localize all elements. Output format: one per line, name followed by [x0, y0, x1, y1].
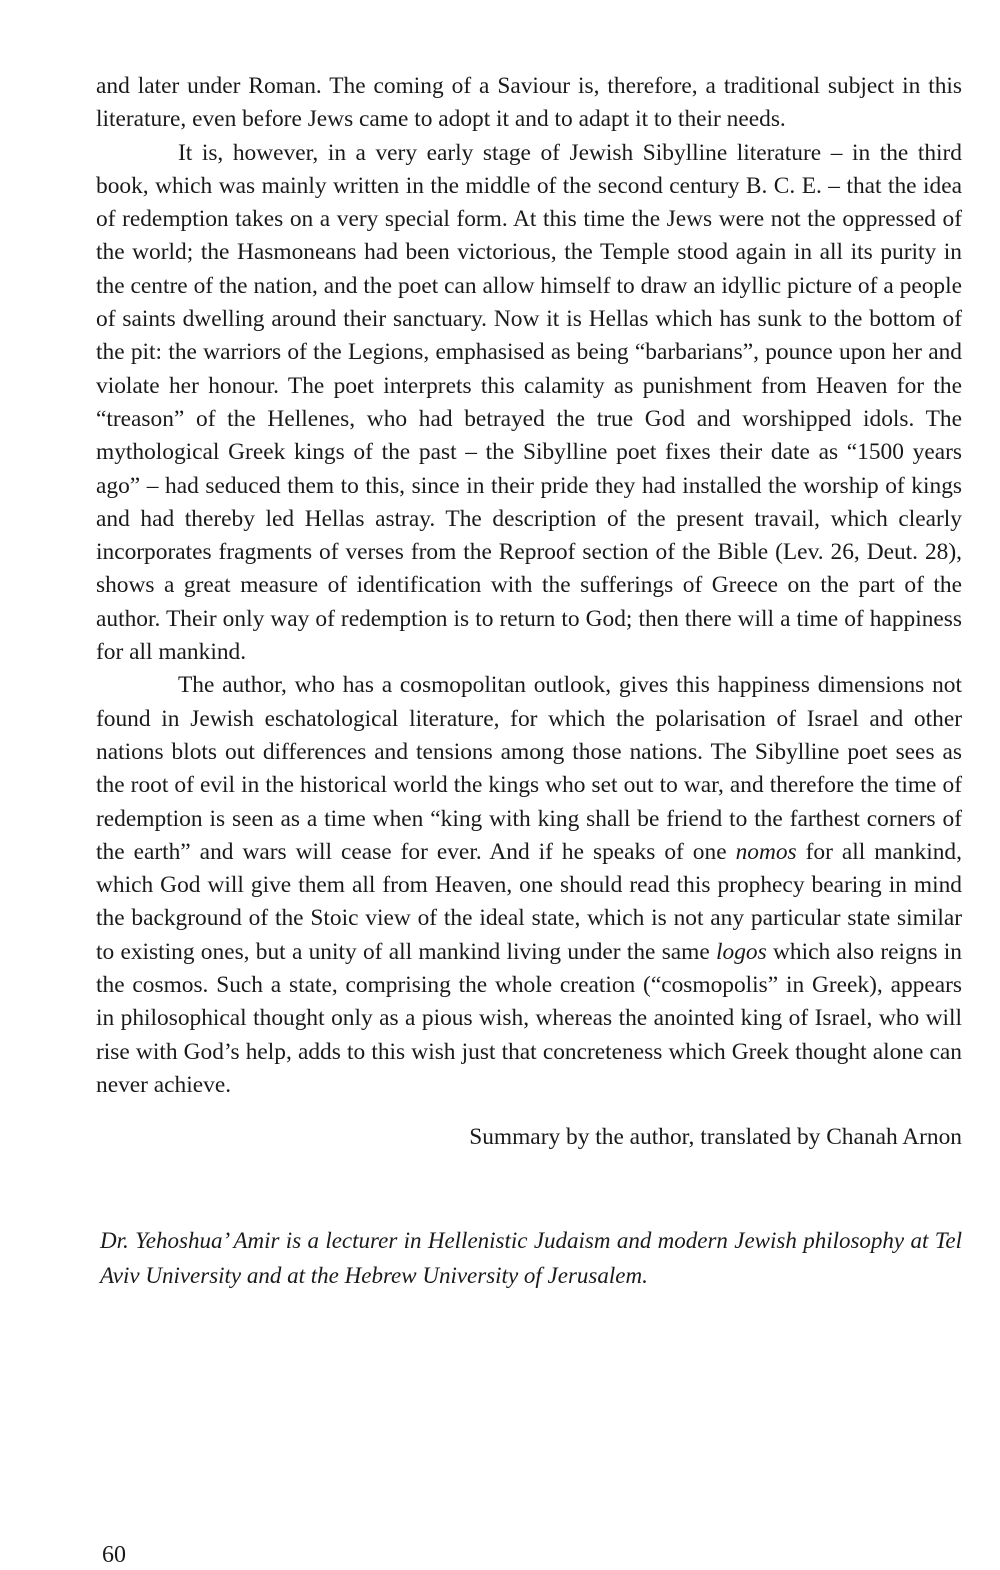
paragraph-2: It is, however, in a very early stage of Jewish Sibylline literature – in the third book, which was mainly written in the middle of the second century B. C. E. – that the idea of redemption takes on a very special form. At this time the Jews were not the oppressed of the world; the Hasmoneans had been victorious, the Temple stood again in all its purity in the centre of the nation, and the poet can allow himself to draw an idyllic picture of a people of saints dwelling around their sanctuary. Now it is Hellas which has sunk to the bottom of the pit: the warriors of the Legions, emphasised as being “barbarians”, pounce upon her and violate her honour. The poet interprets this calamity as punishment from Heaven for the “treason” of the Hellenes, who had betrayed the true God and worshipped idols. The mythological Greek kings of the past – the Sibylline poet fixes their date as “1500 years ago” – had seduced them to this, since in their pride they had installed the worship of kings and had thereby led Hellas astray. The description of the present travail, which clearly incorporates fragments of verses from the Reproof section of the Bible (Lev. 26, Deut. 28), shows a great measure of identification with the sufferings of Greece on the part of the author. Their only way of redemption is to return to God; then there will a time of happiness for all mankind. [96, 139, 962, 666]
term-logos: logos [716, 938, 767, 965]
term-nomos: nomos [735, 838, 797, 865]
paragraph-3-part-b: for all mankind, which God will give them all from Heaven, one should read this prophecy bearing in mind the background of the Stoic view of the ideal state, which is not any particular state similar to existing ones, but a unity of all mankind living under the same [96, 838, 962, 965]
paragraph-3 [96, 669, 962, 1102]
page-number: 60 [102, 1542, 126, 1568]
translation-credit: Summary by the author, translated by Chanah Arnon [469, 1124, 962, 1151]
page-content [96, 70, 962, 1293]
paragraph-1: and later under Roman. The coming of a Saviour is, therefore, a traditional subject in this literature, even before Jews came to adopt it and to adapt it to their needs. [96, 73, 962, 133]
paragraph-3-part-a: The author, who has a cosmopolitan outlook, gives this happiness dimensions not found in Jewish eschatological literature, for which the polarisation of Israel and other nations blots out differences and tensions among those nations. The Sibylline poet sees as the root of evil in the historical world the kings who set out to war, and therefore the time of redemption is seen as a time when “king with king shall be friend to the farthest corners of the earth” and wars will cease for ever. And if he speaks of one [96, 672, 962, 865]
author-bio: Dr. Yehoshua’ Amir is a lecturer in Hellenistic Judaism and modern Jewish philosophy at Tel Aviv University and at the Hebrew University of Jerusalem. [100, 1228, 962, 1289]
paragraph-3-part-c: which also reigns in the cosmos. Such a state, comprising the whole creation (“cosmopolis” in Greek), appears in philosophical thought only as a pious wish, whereas the anointed king of Israel, who will rise with God’s help, adds to this wish just that concreteness which Greek thought alone can never achieve. [96, 938, 962, 1098]
